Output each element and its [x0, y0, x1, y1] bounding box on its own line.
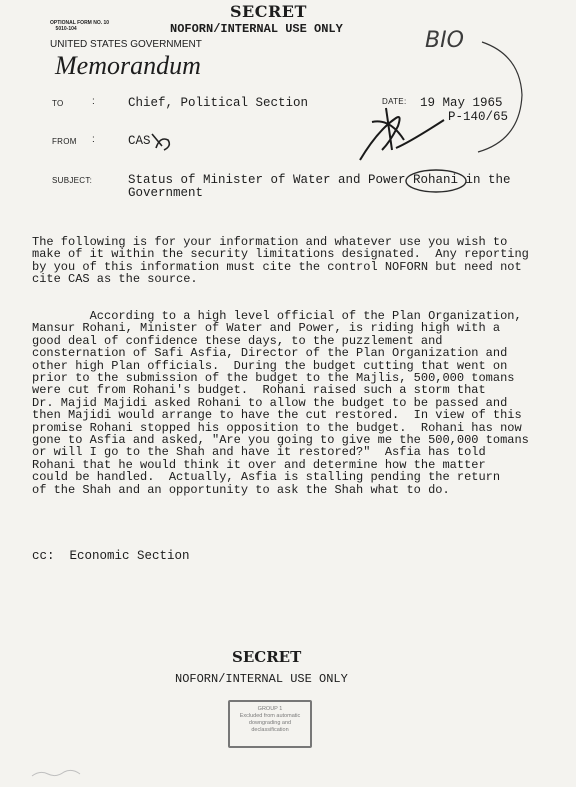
memorandum-title: Memorandum — [55, 51, 201, 80]
government-line: UNITED STATES GOVERNMENT — [50, 39, 202, 50]
from-label: FROM — [52, 137, 77, 146]
classification-top: SECRET — [230, 2, 307, 21]
dissemination-control-top: NOFORN/INTERNAL USE ONLY — [170, 22, 343, 36]
from-value: CAS — [128, 134, 151, 148]
subject-value: Status of Minister of Water and Power Rohani in the Government — [128, 173, 511, 200]
date-label: DATE: — [382, 97, 407, 106]
to-colon: : — [92, 96, 95, 107]
date-signature-mark — [360, 108, 444, 160]
paragraph-main: According to a high level official of the Plan Organization, Mansur Rohani, Minister of Water and Power, is riding high with a good deal of confidence these days, to the puzzlement and consternation of Safi Asfia, Director of the Plan Organization and other high Plan officials. During the budget cutting that went on prior to the submission of the budget to the Majlis, 500,000 tomans were cut from Rohani's budget. Rohani raised such a storm that Dr. Majid Majidi asked Rohani to allow the budget to be passed and then Majidi would arrange to have the cut restored. In view of this promise Rohani stopped his opposition to the budget. Rohani has now gone to Asfia and asked, "Are you going to give me the 500,000 tomans or will I go to the Shah and have it restored?" Asfia has told Rohani that he would think it over and determine how the matter could be handled. Actually, Asfia is stalling pending the return of the Shah and an opportunity to ask the Shah what to do. — [32, 309, 529, 497]
handwritten-bio-note: BIO — [425, 28, 464, 53]
cc-line: cc: Economic Section — [32, 549, 190, 563]
form-number: OPTIONAL FORM NO. 10 5010-104 — [50, 20, 110, 32]
stamp-text: GROUP 1 Excluded from automatic downgrading and declassification — [239, 706, 301, 733]
rohani-circle — [406, 170, 466, 192]
from-initials-mark — [152, 134, 169, 150]
date-value: 19 May 1965 — [420, 96, 503, 110]
bio-arrow-arc — [478, 42, 522, 152]
classification-bottom: SECRET — [232, 648, 302, 666]
paragraph-intro: The following is for your information and whatever use you wish to make of it within the security limitations designated. Any reporting by you of this information must cite the control NOFORN but need not cite CAS as the source. — [32, 235, 529, 287]
reference-number: P-140/65 — [448, 110, 509, 124]
dissemination-control-bottom: NOFORN/INTERNAL USE ONLY — [175, 672, 348, 686]
pencil-scribble — [32, 770, 80, 776]
subject-label: SUBJECT: — [52, 176, 93, 185]
to-value: Chief, Political Section — [128, 96, 309, 110]
from-colon: : — [92, 134, 95, 145]
to-label: TO — [52, 99, 64, 108]
